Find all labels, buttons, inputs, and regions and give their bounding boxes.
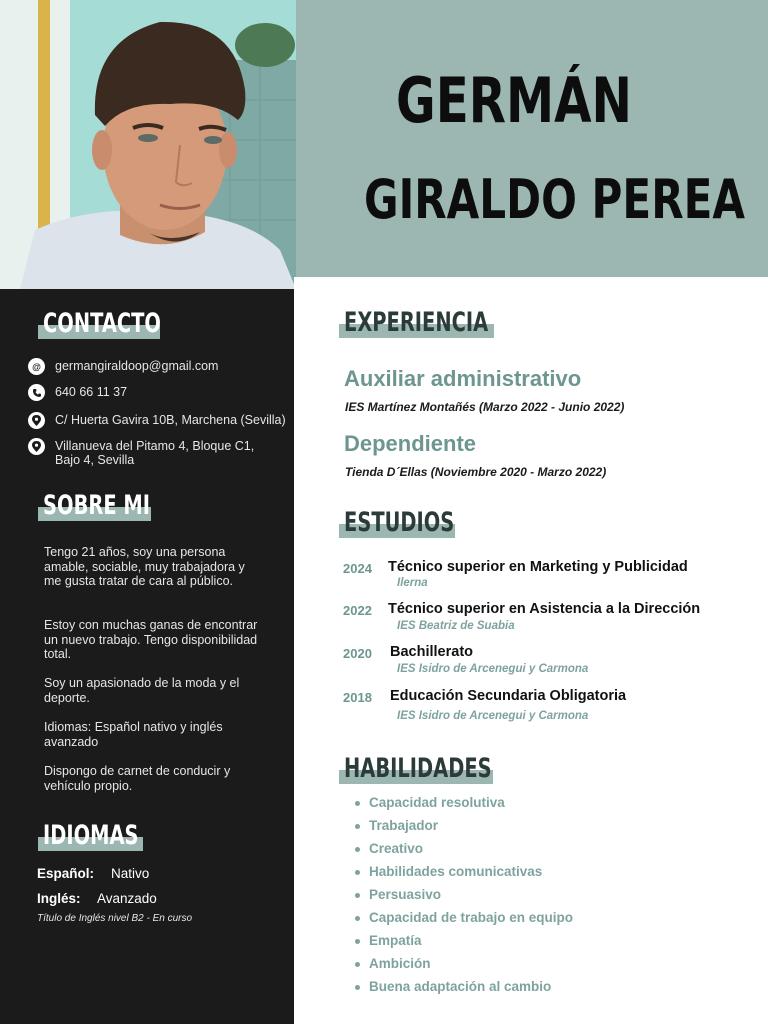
email-text: germangiraldoop@gmail.com: [55, 359, 219, 373]
languages-title: IDIOMAS: [43, 820, 139, 851]
email-icon: @: [28, 358, 45, 375]
skill-item: [352, 862, 573, 885]
bullet-icon: [355, 870, 360, 875]
language-name: Español:: [37, 866, 95, 881]
bullet-icon: [355, 801, 360, 806]
language-item: [37, 891, 157, 906]
portrait-illustration: [0, 0, 296, 289]
last-name: GIRALDO PEREA: [364, 168, 745, 231]
bullet-icon: [355, 939, 360, 944]
skill-item: [352, 977, 573, 1000]
education-school: Ilerna: [397, 577, 428, 589]
skill-label: Habilidades comunicativas: [369, 864, 543, 879]
language-name: Inglés:: [37, 891, 81, 906]
about-paragraph: Soy un apasionado de la moda y el deporte.: [44, 676, 240, 705]
phone-text: 640 66 11 37: [55, 385, 128, 399]
skill-item: [352, 908, 573, 931]
education-school: IES Beatriz de Suabia: [397, 620, 515, 632]
education-year: 2020: [343, 646, 372, 661]
contact-phone[interactable]: [28, 385, 127, 401]
skill-label: Empatía: [369, 933, 422, 948]
education-year: 2024: [343, 561, 372, 576]
language-level: Avanzado: [97, 891, 157, 906]
profile-photo: [0, 0, 296, 289]
bullet-icon: [355, 893, 360, 898]
language-level: Nativo: [111, 866, 150, 881]
job-role: Auxiliar administrativo: [344, 366, 582, 391]
skill-item: [352, 839, 573, 862]
education-degree: Bachillerato: [390, 644, 473, 660]
education-title: ESTUDIOS: [344, 507, 455, 538]
address-2-line-2: Bajo 4, Sevilla: [55, 453, 135, 467]
job-role: Dependiente: [344, 431, 477, 456]
education-school: IES Isidro de Arcenegui y Carmona: [397, 710, 589, 722]
skill-label: Buena adaptación al cambio: [369, 979, 552, 994]
bullet-icon: [355, 916, 360, 921]
bullet-icon: [355, 847, 360, 852]
contact-heading: [38, 309, 209, 339]
bullet-icon: [355, 824, 360, 829]
name-header: [296, 0, 768, 277]
first-name: GERMÁN: [396, 64, 632, 137]
about-paragraph: Tengo 21 años, soy una persona amable, sociable, muy trabajadora y me gusta tratar de cara al público.: [44, 545, 245, 588]
education-year: 2022: [343, 603, 372, 618]
contact-title: CONTACTO: [43, 308, 161, 339]
contact-address-1: [28, 413, 286, 429]
skills-title: HABILIDADES: [344, 753, 492, 784]
contact-address-2: [28, 439, 254, 467]
education-year: 2018: [343, 690, 372, 705]
job-detail: Tienda D´Ellas (Noviembre 2020 - Marzo 2022): [345, 465, 607, 479]
language-note: Título de Inglés nivel B2 - En curso: [37, 913, 193, 924]
contact-email[interactable]: [28, 359, 218, 375]
education-heading: [339, 508, 499, 538]
skill-label: Capacidad resolutiva: [369, 795, 505, 810]
language-item: [37, 866, 150, 881]
about-paragraph: Idiomas: Español nativo y inglés avanzado: [44, 720, 223, 749]
experience-heading: [339, 308, 546, 338]
address-1-text: C/ Huerta Gavira 10B, Marchena (Sevilla): [55, 413, 286, 427]
skill-label: Creativo: [369, 841, 424, 856]
education-school: IES Isidro de Arcenegui y Carmona: [397, 663, 589, 675]
skill-label: Capacidad de trabajo en equipo: [369, 910, 574, 925]
about-heading: [38, 491, 194, 521]
skill-item: [352, 816, 573, 839]
skill-label: Persuasivo: [369, 887, 442, 902]
skills-heading: [339, 754, 551, 784]
about-paragraph: Estoy con muchas ganas de encontrar un nuevo trabajo. Tengo disponibilidad total.: [44, 618, 258, 661]
location-icon: [28, 412, 45, 429]
education-degree: Técnico superior en Marketing y Publicidad: [388, 559, 688, 575]
skill-item: [352, 793, 573, 816]
education-degree: Educación Secundaria Obligatoria: [390, 688, 627, 704]
bullet-icon: [355, 962, 360, 967]
skill-item: [352, 954, 573, 977]
about-title: SOBRE MI: [43, 490, 150, 521]
skill-label: Ambición: [369, 956, 431, 971]
about-paragraph: Dispongo de carnet de conducir y vehículo propio.: [44, 764, 231, 793]
main-content: [294, 277, 768, 1024]
education-degree: Técnico superior en Asistencia a la Dirección: [388, 601, 701, 617]
skills-list: [352, 793, 573, 1000]
bullet-icon: [355, 985, 360, 990]
skill-item: [352, 885, 573, 908]
job-detail: IES Martínez Montañés (Marzo 2022 - Junio 2022): [345, 400, 625, 414]
skill-item: [352, 931, 573, 954]
experience-title: EXPERIENCIA: [344, 307, 489, 338]
skill-label: Trabajador: [369, 818, 439, 833]
address-2-line-1: Villanueva del Pitamo 4, Bloque C1,: [55, 439, 255, 453]
languages-heading: [38, 821, 178, 851]
sidebar: [0, 289, 294, 1024]
location-icon: [28, 438, 45, 455]
phone-icon: [28, 384, 45, 401]
